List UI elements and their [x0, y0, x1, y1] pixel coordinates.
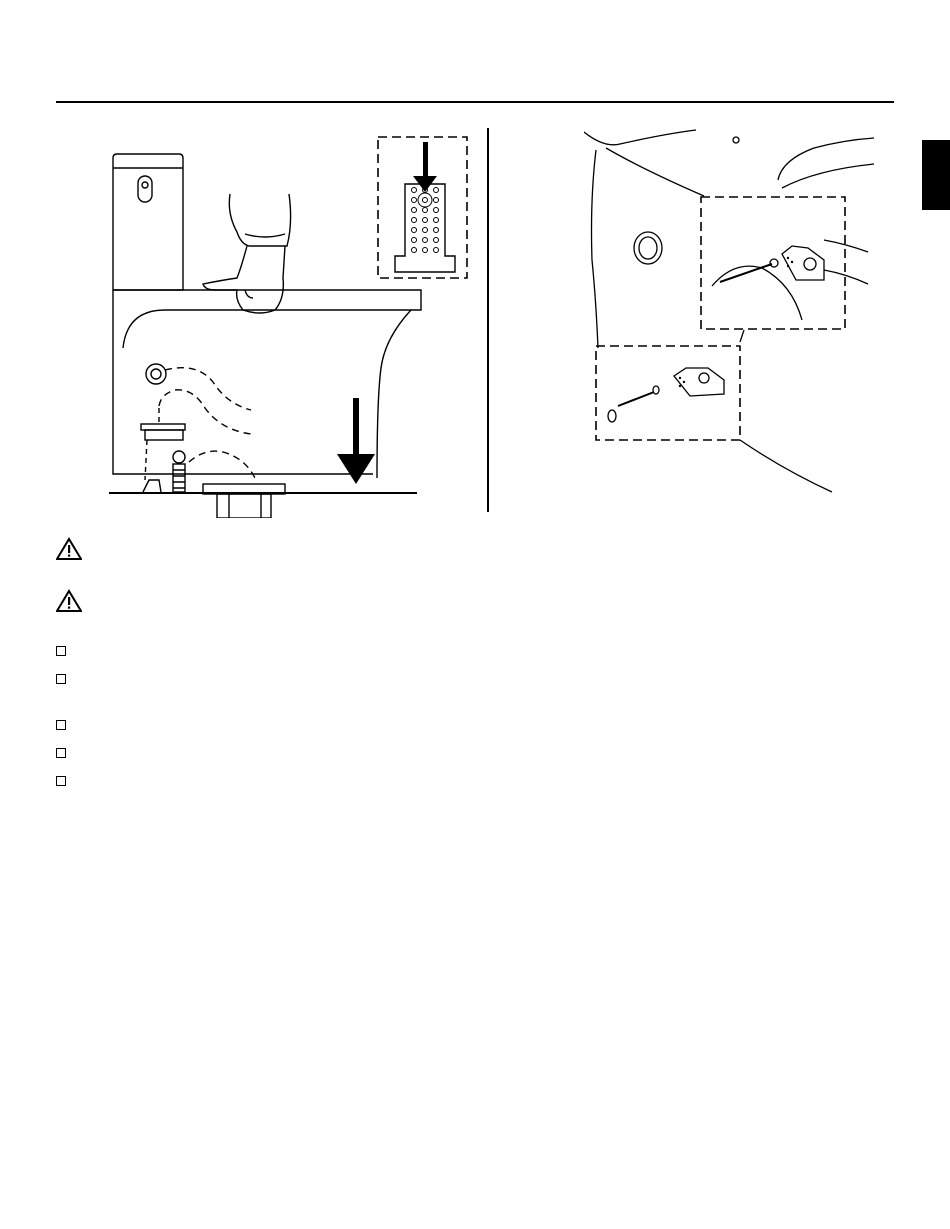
warning-triangle-icon — [56, 589, 82, 613]
checkbox-icon — [56, 748, 66, 758]
bracket-detail-illustration — [584, 120, 884, 500]
toilet-install-illustration — [105, 128, 480, 518]
checkbox-icon — [56, 776, 66, 786]
checkbox-icon — [56, 646, 66, 656]
checkbox-icon — [56, 674, 66, 684]
language-tab — [922, 140, 950, 210]
checkbox-icon — [56, 720, 66, 730]
warning-triangle-icon — [56, 537, 82, 561]
figure-divider — [487, 128, 489, 512]
header-rule — [56, 101, 894, 103]
